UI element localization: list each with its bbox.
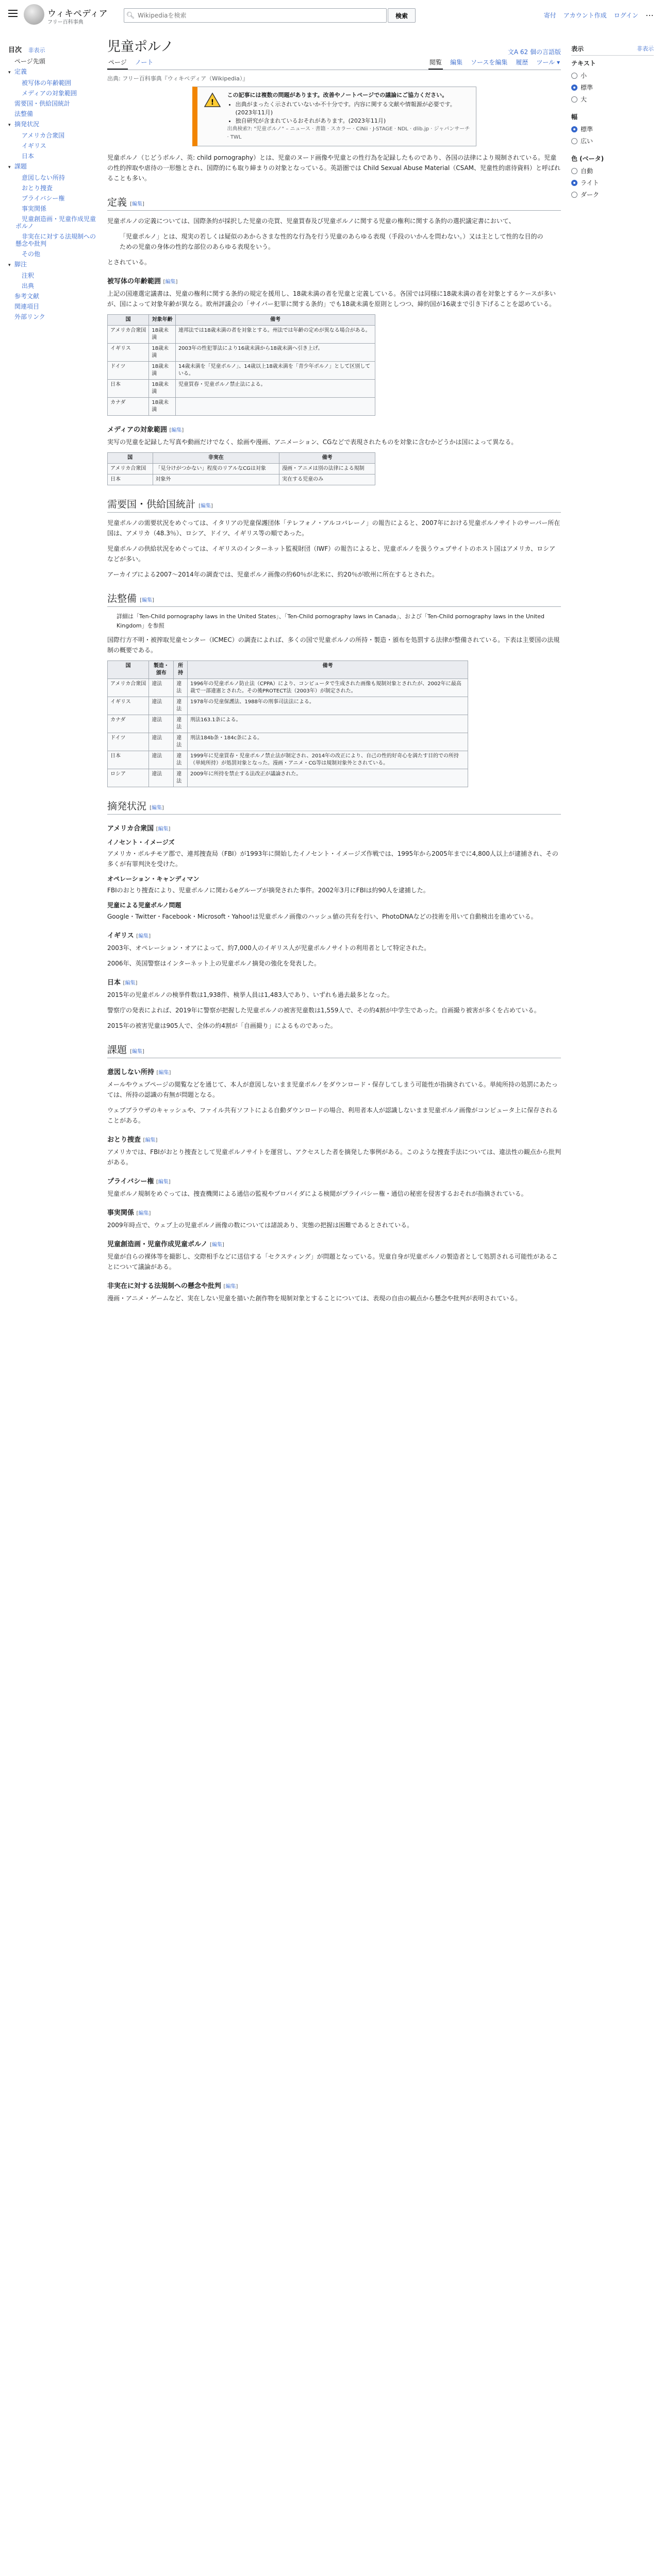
- tab-edit[interactable]: 編集: [450, 59, 462, 66]
- color-option[interactable]: [571, 189, 654, 200]
- table-header: 国: [108, 315, 149, 326]
- table-row: [108, 326, 375, 344]
- toc-item[interactable]: [8, 270, 96, 281]
- table-cell: 1996年の児童ポルノ防止法（CPPA）により、コンピュータで生成された画像も規制対象とされたが、2002年に最高裁で一部違憲とされた。その後PROTECT法（2003年）が制定された。: [187, 679, 468, 697]
- toc-item[interactable]: [8, 231, 96, 249]
- paragraph: 2015年の被害児童は905人で、全体の約4割が「自画撮り」によるものであった。: [107, 1022, 337, 1029]
- heading-text: 事実関係: [107, 1209, 135, 1217]
- paragraph: 児童ポルノ規制をめぐっては、捜査機関による通信の監視やプロバイダによる検閲がプライバシー権・通信の秘密を侵害するおそれが指摘されている。: [107, 1190, 527, 1197]
- width-option-label: 広い: [581, 138, 593, 145]
- toc-item-label: 法整備: [14, 110, 34, 117]
- heading-text: 児童創造画・児童作成児童ポルノ: [107, 1241, 208, 1248]
- page-tabs: [107, 56, 561, 70]
- search-button[interactable]: 検索: [388, 8, 416, 23]
- page-title: 児童ポルノ: [107, 39, 174, 55]
- paragraph: 児童ポルノの需要状況をめぐっては、イタリアの児童保護団体「テレフォノ・アルコバレーノ」の報告によると、2007年における児童ポルノサイトのサーバー所在国は、アメリカ（48.3％）、ロシア、ドイツ、イギリス等の順であった。: [107, 519, 560, 537]
- toc-item[interactable]: [8, 98, 96, 109]
- section-heading-unintended: [107, 1066, 561, 1076]
- heading-text: メディアの対象範囲: [107, 426, 167, 434]
- table-cell: アメリカ合衆国: [108, 464, 153, 474]
- appearance-title: [571, 44, 654, 56]
- tab-page[interactable]: ページ: [107, 56, 128, 70]
- heading-text: 法整備: [107, 593, 137, 604]
- toc-item[interactable]: [8, 214, 96, 231]
- edit-link[interactable]: [編集]: [150, 805, 164, 811]
- chevron-down-icon[interactable]: ▾: [8, 123, 11, 128]
- table-header: 非実在: [153, 453, 279, 464]
- width-option[interactable]: [571, 123, 654, 135]
- toc-item[interactable]: [8, 56, 96, 66]
- width-group: [571, 112, 654, 147]
- radio-button[interactable]: [571, 168, 577, 174]
- subheading: イノセント・イメージズ: [107, 839, 175, 846]
- edit-link[interactable]: [編集]: [169, 428, 184, 433]
- paragraph: 警察庁の発表によれば、2019年に警察が把握した児童ポルノの被害児童数は1,559人で、その約4割が中学生であった。自画撮り被害が多くを占めている。: [107, 1007, 540, 1014]
- paragraph: アメリカでは、FBIがおとり捜査として児童ポルノサイトを運営し、アクセスした者を摘発した事例がある。このような捜査手法については、違法性の観点から批判がある。: [107, 1148, 561, 1166]
- toc-item-label: アメリカ合衆国: [22, 132, 65, 139]
- notice-lead: この記事には複数の問題があります。改善やノートページでの議論にご協力ください。: [227, 92, 448, 98]
- radio-button[interactable]: [571, 96, 577, 103]
- color-option-label: ダーク: [581, 191, 600, 198]
- table-cell: 18歳未満: [149, 398, 176, 416]
- more-options-icon[interactable]: ⋯: [646, 10, 654, 20]
- heading-text: 被写体の年齢範囲: [107, 278, 161, 285]
- table-cell: 18歳未満: [149, 362, 176, 380]
- paragraph: 漫画・アニメ・ゲームなど、実在しない児童を描いた創作物を規制対象とすることについては、表現の自由の観点から懸念や批判が表明されている。: [107, 1295, 522, 1302]
- toc-item-label: 参考文献: [14, 293, 40, 300]
- paragraph: 国際行方不明・被搾取児童センター（ICMEC）の調査によれば、多くの国で児童ポルノの所持・製造・頒布を処罰する法律が整備されている。下表は主要国の法規制の概要である。: [107, 636, 560, 654]
- wikipedia-logo[interactable]: [24, 4, 44, 25]
- search-icon: 🔍︎: [126, 11, 135, 20]
- chevron-down-icon[interactable]: ▾: [8, 263, 11, 268]
- section-heading-uk: [107, 930, 561, 940]
- edit-link[interactable]: [編集]: [156, 826, 171, 832]
- toc-item[interactable]: [8, 151, 96, 161]
- table-row: [108, 769, 468, 787]
- heading-text: 需要国・供給国統計: [107, 499, 196, 510]
- table-cell: 日本: [108, 474, 153, 485]
- toc-item[interactable]: [8, 66, 96, 78]
- table-header: 備考: [279, 453, 375, 464]
- toc-hide-button[interactable]: 非表示: [28, 47, 45, 54]
- color-options: [571, 165, 654, 200]
- table-cell: 2009年に所持を禁止する法改正が議論された。: [187, 769, 468, 787]
- subheading: オペレーション・キャンディマン: [107, 875, 200, 883]
- paragraph: Google・Twitter・Facebook・Microsoft・Yahoo!は児童ポルノ画像のハッシュ値の共有を行い、PhotoDNAなどの技術を用いて自動検出を進めている。: [107, 913, 537, 920]
- toc-item-label: おとり捜査: [22, 184, 53, 192]
- warning-icon: [203, 91, 222, 109]
- heading-text: 非実在に対する法規制への懸念や批判: [107, 1282, 222, 1290]
- toc-item-label: 事実関係: [22, 205, 47, 212]
- table-header: 備考: [175, 315, 375, 326]
- table-row: [108, 715, 468, 733]
- table-cell: カナダ: [108, 715, 149, 733]
- table-cell: 違法: [149, 751, 174, 769]
- notice-item: • 独自研究が含まれているおそれがあります。(2023年11月): [236, 117, 471, 125]
- toc-item[interactable]: [8, 183, 96, 193]
- table-cell: 違法: [149, 715, 174, 733]
- width-options: [571, 123, 654, 147]
- edit-link[interactable]: [編集]: [163, 279, 178, 285]
- toc-item[interactable]: [8, 301, 96, 312]
- edit-link[interactable]: [編集]: [223, 1284, 238, 1290]
- table-cell: ドイツ: [108, 362, 149, 380]
- table-cell: 違法: [174, 715, 188, 733]
- toc-item[interactable]: [8, 109, 96, 119]
- edit-link[interactable]: [編集]: [210, 1242, 224, 1248]
- maintenance-notice: [192, 87, 476, 146]
- table-cell: 連邦法では18歳未満の者を対象とする。州法では年齢の定めが異なる場合がある。: [175, 326, 375, 344]
- table-header: 国: [108, 453, 153, 464]
- table-cell: 違法: [174, 751, 188, 769]
- width-option[interactable]: [571, 135, 654, 147]
- table-header: 所持: [174, 661, 188, 679]
- section-heading-age: [107, 276, 561, 285]
- toc-item-label: 出典: [22, 282, 35, 290]
- heading-text: イギリス: [107, 932, 134, 940]
- table-cell: 2003年の性犯罪法により16歳未満から18歳未満へ引き上げ。: [175, 344, 375, 362]
- age-table: [107, 314, 375, 416]
- tab-edit-source[interactable]: ソースを編集: [470, 59, 508, 66]
- table-cell: イギリス: [108, 344, 149, 362]
- tagline: フリー百科事典: [47, 20, 84, 25]
- toc-item-label: 被写体の年齢範囲: [22, 79, 72, 87]
- site-subtitle: 出典: フリー百科事典『ウィキペディア（Wikipedia）』: [107, 75, 249, 82]
- section-heading-fictional-concerns: [107, 1280, 561, 1290]
- table-row: [108, 344, 375, 362]
- toc-item[interactable]: [8, 291, 96, 301]
- heading-text: アメリカ合衆国: [107, 825, 154, 833]
- intro-paragraph: 児童ポルノ（じどうポルノ、英: child pornography）とは、児童のヌード画像や児童との性行為を記録したものであり、各国の法律により規制されている。児童の性的搾取や虐待の一形態とされ、国際的にも取り締まりの対象となっている。英語圏では Child Sexual Abuse Material（CSAM、児童性的虐待資料）と呼ばれることも多い。: [107, 154, 561, 182]
- text-size-option-label: 大: [581, 96, 587, 103]
- table-row: [108, 733, 468, 751]
- toc-item[interactable]: [8, 161, 96, 173]
- paragraph: ウェブブラウザのキャッシュや、ファイル共有ソフトによる自動ダウンロードの場合、利用者本人が認識しないまま児童ポルノ画像がコンピュータ上に保存されることがある。: [107, 1107, 558, 1124]
- table-cell: 児童買春・児童ポルノ禁止法による。: [175, 380, 375, 398]
- text-size-group: [571, 59, 654, 105]
- radio-button[interactable]: [571, 138, 577, 144]
- section-heading-media: [107, 424, 561, 434]
- toc-item-label: 外部リンク: [14, 313, 45, 320]
- wordmark[interactable]: ウィキペディア: [47, 9, 108, 19]
- user-links: [544, 10, 654, 20]
- toc-item-label: 児童創造画・児童作成児童ポルノ: [15, 215, 96, 230]
- table-cell: ドイツ: [108, 733, 149, 751]
- heading-text: 意図しない所持: [107, 1069, 155, 1076]
- notice-item: • 出典がまったく示されていないか不十分です。内容に関する文献や情報源が必要です。(2023年11月): [236, 100, 471, 117]
- paragraph: 2015年の児童ポルノの検挙件数は1,938件、検挙人員は1,483人であり、いずれも過去最多となった。: [107, 991, 393, 998]
- toc-item-label: その他: [22, 250, 41, 258]
- law-table: [107, 660, 468, 787]
- paragraph: アーカイブによる2007～2014年の調査では、児童ポルノ画像の約60％が北米に、約20％が欧州に所在するとされた。: [107, 571, 438, 578]
- table-cell: 実在する児童のみ: [279, 474, 375, 485]
- text-size-option[interactable]: [571, 81, 654, 93]
- text-size-option-label: 小: [581, 72, 587, 79]
- language-button[interactable]: 文A 62 個の言語版: [507, 48, 561, 56]
- tab-talk[interactable]: ノート: [135, 59, 154, 66]
- toc-item-label: 非実在に対する法規制への懸念や批判: [15, 233, 96, 247]
- toc-item-label: 摘発状況: [14, 121, 40, 128]
- heading-text: 摘発状況: [107, 801, 147, 812]
- edit-link[interactable]: [編集]: [136, 934, 151, 939]
- color-option-label: 自動: [581, 167, 593, 175]
- heading-text: おとり捜査: [107, 1136, 141, 1144]
- heading-text: 定義: [107, 197, 127, 208]
- toc-item-label: ページ先頭: [14, 58, 45, 65]
- table-row: [108, 751, 468, 769]
- donate-link[interactable]: 寄付: [543, 12, 556, 19]
- table-cell: カナダ: [108, 398, 149, 416]
- width-option-label: 標準: [581, 126, 593, 133]
- create-account-link[interactable]: アカウント作成: [563, 12, 607, 19]
- toc-item[interactable]: [8, 193, 96, 204]
- table-cell: 1999年に児童買春・児童ポルノ禁止法が制定され、2014年の改正により、自己の性的好奇心を満たす目的での所持（単純所持）が処罰対象となった。漫画・アニメ・CG等は規制対象外とされている。: [187, 751, 468, 769]
- table-cell: 違法: [174, 697, 188, 715]
- toc-item[interactable]: [8, 173, 96, 183]
- main-menu-icon[interactable]: [8, 10, 18, 17]
- paragraph: メールやウェブページの閲覧などを通じて、本人が意図しないまま児童ポルノをダウンロード・保存してしまう可能性が指摘されている。単純所持の処罰にあたっては、所持の認識の有無が問題となる。: [107, 1081, 558, 1098]
- section-heading-enforcement: [107, 799, 561, 815]
- paragraph: 児童ポルノの定義については、国際条約が採択した児童の売買、児童買春及び児童ポルノに関する児童の権利に関する条約の選択議定書において、: [107, 217, 515, 225]
- toc-item-label: 日本: [22, 152, 35, 160]
- heading-text: 課題: [107, 1044, 127, 1056]
- table-cell: 「見分けがつかない」程度のリアルなCGは対象: [153, 464, 279, 474]
- section-heading-facts: [107, 1207, 561, 1217]
- edit-link[interactable]: [編集]: [123, 980, 138, 986]
- table-row: [108, 679, 468, 697]
- toc-item-label: 需要国・供給国統計: [14, 100, 71, 107]
- section-heading-stats: [107, 497, 561, 513]
- table-header: 国: [108, 661, 149, 679]
- color-heading: 色 (ベータ): [571, 155, 604, 162]
- table-cell: 刑法184b条・184c条による。: [187, 733, 468, 751]
- toc-item-label: イギリス: [22, 142, 46, 149]
- section-heading-self-produced: [107, 1239, 561, 1248]
- table-cell: アメリカ合衆国: [108, 326, 149, 344]
- table-cell: 18歳未満: [149, 326, 176, 344]
- tab-history[interactable]: 履歴: [516, 59, 528, 66]
- toc-item[interactable]: [8, 249, 96, 259]
- table-row: [108, 398, 375, 416]
- table-cell: ロシア: [108, 769, 149, 787]
- search-input[interactable]: [137, 11, 386, 20]
- toc-item[interactable]: [8, 130, 96, 141]
- chevron-down-icon[interactable]: ▾: [8, 70, 11, 75]
- text-size-heading: テキスト: [571, 60, 596, 67]
- table-cell: 違法: [149, 769, 174, 787]
- table-cell: 14歳未満を「児童ポルノ」、14歳以上18歳未満を「青少年ポルノ」として区別している。: [175, 362, 375, 380]
- edit-link[interactable]: [編集]: [198, 503, 213, 509]
- text-size-option[interactable]: [571, 93, 654, 105]
- paragraph: 2006年、英国警察はインターネット上の児童ポルノ摘発の強化を発表した。: [107, 960, 320, 967]
- paragraph: 児童ポルノの供給状況をめぐっては、イギリスのインターネット監視財団（IWF）の報告によると、児童ポルノを扱うウェブサイトのホスト国はアメリカ、ロシアなどが多い。: [107, 545, 556, 563]
- table-cell: 違法: [149, 733, 174, 751]
- table-row: [108, 380, 375, 398]
- tab-read[interactable]: 閲覧: [428, 56, 443, 70]
- toc-item[interactable]: [8, 281, 96, 291]
- toc-item-label: メディアの対象範囲: [22, 90, 77, 97]
- toc-item[interactable]: [8, 312, 96, 322]
- edit-link[interactable]: [編集]: [140, 598, 154, 603]
- width-heading: 幅: [571, 113, 578, 121]
- toc-list: [8, 56, 96, 322]
- table-cell: イギリス: [108, 697, 149, 715]
- table-cell: 1978年の児童保護法、1988年の刑事司法法による。: [187, 697, 468, 715]
- table-row: [108, 474, 375, 485]
- section-heading-us: [107, 823, 561, 833]
- table-row: [108, 697, 468, 715]
- heading-text: プライバシー権: [107, 1178, 154, 1185]
- table-cell: [175, 398, 375, 416]
- section-heading-japan: [107, 977, 561, 987]
- paragraph: とされている。: [107, 259, 151, 266]
- paragraph: 実写の児童を記録した写真や動画だけでなく、絵画や漫画、アニメーション、CGなどで表現されたものを対象に含むかどうかは国によって異なる。: [107, 438, 518, 446]
- text-size-options: [571, 70, 654, 105]
- site-header: [0, 0, 662, 29]
- quote: 「児童ポルノ」とは、現実の若しくは疑似のあからさまな性的な行為を行う児童のあらゆる表現（手段のいかんを問わない。）又は主として性的な目的のための児童の身体の性的な部位のあらゆる表現をいう。: [120, 233, 543, 250]
- color-option[interactable]: [571, 177, 654, 189]
- toc-item-label: 注釈: [22, 272, 35, 279]
- notice-source-search[interactable]: 出典検索?: "児童ポルノ" – ニュース · 書籍 · スカラー · CiNii · J-STAGE · NDL · dlib.jp · ジャパンサーチ · TWL: [227, 126, 470, 140]
- color-group: [571, 154, 654, 200]
- table-cell: 日本: [108, 751, 149, 769]
- toc-item[interactable]: [8, 78, 96, 88]
- table-header: 対象年齢: [149, 315, 176, 326]
- table-cell: 違法: [174, 679, 188, 697]
- text-size-option[interactable]: [571, 70, 654, 81]
- edit-link[interactable]: [編集]: [136, 1211, 151, 1216]
- edit-link[interactable]: [編集]: [130, 1049, 144, 1055]
- login-link[interactable]: ログイン: [614, 12, 638, 19]
- toc-item-label: 課題: [14, 163, 27, 170]
- edit-link[interactable]: [編集]: [156, 1179, 171, 1185]
- toc-item-label: 意図しない所持: [22, 174, 65, 181]
- table-cell: 違法: [149, 679, 174, 697]
- section-heading-definition: [107, 195, 561, 211]
- radio-button[interactable]: [571, 84, 577, 91]
- radio-button[interactable]: [571, 73, 577, 79]
- toc-item[interactable]: [8, 204, 96, 214]
- table-header: 備考: [187, 661, 468, 679]
- appearance-title-text: 表示: [571, 45, 584, 53]
- table-cell: 18歳未満: [149, 380, 176, 398]
- edit-link[interactable]: [編集]: [156, 1070, 171, 1076]
- edit-link[interactable]: [編集]: [130, 201, 144, 207]
- table-row: [108, 362, 375, 380]
- hatnote[interactable]: 詳細は「Ten-Child pornography laws in the United States」、「Ten-Child pornography laws in Canada」、および「Ten-Child pornography laws in the United Kingdom」を参照: [117, 613, 544, 629]
- table-cell: 漫画・アニメは別の法律による規制: [279, 464, 375, 474]
- section-heading-law: [107, 591, 561, 607]
- article-main: [107, 29, 561, 1309]
- chevron-down-icon[interactable]: ▾: [8, 165, 11, 170]
- paragraph: 児童が自らの裸体等を撮影し、交際相手などに送信する「セクスティング」が問題となっている。児童自身が児童ポルノの製造者として処罰される可能性があることについて議論がある。: [107, 1253, 558, 1270]
- toc-item[interactable]: [8, 259, 96, 270]
- toc-item-label: 関連項目: [14, 303, 40, 310]
- color-option-label: ライト: [581, 179, 599, 187]
- subheading: 児童による児童ポルノ問題: [107, 902, 181, 909]
- radio-button[interactable]: [571, 126, 577, 132]
- toc-item[interactable]: [8, 119, 96, 130]
- toc-title-text: 目次: [8, 46, 22, 54]
- heading-text: 日本: [107, 979, 121, 987]
- text-size-option-label: 標準: [581, 84, 593, 91]
- toc-item-label: 脚注: [14, 261, 27, 268]
- toc-item-label: プライバシー権: [22, 195, 65, 202]
- radio-button[interactable]: [571, 192, 577, 198]
- paragraph: FBIのおとり捜査により、児童ポルノに関わるeグループが摘発された事件。2002年3月にFBIは約90人を逮捕した。: [107, 887, 429, 894]
- section-heading-issues: [107, 1042, 561, 1058]
- table-cell: 刑法163.1条による。: [187, 715, 468, 733]
- paragraph: 上記の国連選定議書は、児童の権利に関する条約の規定を援用し、18歳未満の者を児童と定義している。各国では同様に18歳未満の者を対象とするケースが多いが、国によって対象年齢が異なる。欧州評議会の「サイバー犯罪に関する条約」でも18歳未満を原則としつつ、締約国が16歳まで引き下げることを認めている。: [107, 290, 556, 308]
- table-cell: 違法: [149, 697, 174, 715]
- color-option[interactable]: [571, 165, 654, 177]
- radio-button[interactable]: [571, 180, 577, 186]
- section-heading-privacy: [107, 1176, 561, 1185]
- media-table: [107, 452, 375, 485]
- table-row: [108, 464, 375, 474]
- toc-title: [8, 44, 96, 54]
- section-heading-sting: [107, 1134, 561, 1144]
- tab-tools[interactable]: ツール ▾: [536, 59, 560, 66]
- table-cell: 18歳未満: [149, 344, 176, 362]
- table-cell: 違法: [174, 733, 188, 751]
- toc-item-label: 定義: [14, 68, 27, 75]
- paragraph: アメリカ・ボルチモア郡で、連邦捜査局（FBI）が1993年に開始したイノセント・イメージズ作戦では、1995年から2005年までに4,800人以上が逮捕され、その多くが有罪判決を受けた。: [107, 850, 558, 868]
- table-cell: 対象外: [153, 474, 279, 485]
- paragraph: 2009年時点で、ウェブ上の児童ポルノ画像の数については諸説あり、実態の把握は困難であるとされている。: [107, 1222, 413, 1229]
- table-cell: 違法: [174, 769, 188, 787]
- paragraph: 2003年、オペレーション・オアによって、約7,000人のイギリス人が児童ポルノサイトの利用者として特定された。: [107, 944, 431, 952]
- toc-item[interactable]: [8, 88, 96, 98]
- table-header: 製造・頒布: [149, 661, 174, 679]
- search-box[interactable]: [124, 8, 387, 23]
- table-cell: アメリカ合衆国: [108, 679, 149, 697]
- svg-text:!: !: [210, 98, 214, 107]
- appearance-hide-button[interactable]: 非表示: [637, 45, 654, 52]
- appearance-panel: [571, 44, 654, 208]
- table-cell: 日本: [108, 380, 149, 398]
- toc-item[interactable]: [8, 141, 96, 151]
- edit-link[interactable]: [編集]: [143, 1138, 158, 1143]
- table-of-contents: [8, 44, 96, 322]
